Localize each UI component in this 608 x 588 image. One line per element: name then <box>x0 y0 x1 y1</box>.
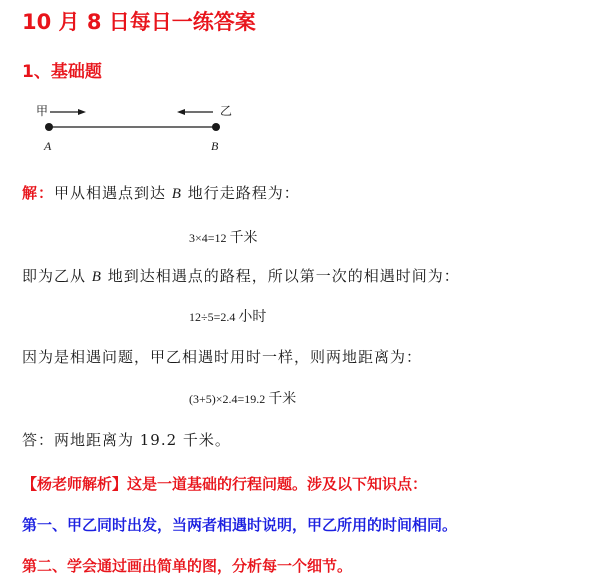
point-a-label: A <box>44 139 52 153</box>
teacher-note: 【杨老师解析】这是一道基础的行程问题。涉及以下知识点： <box>22 475 428 493</box>
knowledge-point-1: 第一、甲乙同时出发，当两者相遇时说明，甲乙所用的时间相同。 <box>22 516 458 534</box>
formula-time: 12÷5=2.4 小时 <box>189 310 267 325</box>
answer-line: 答：两地距离为 19.2 千米。 <box>22 431 231 449</box>
solution-line-3: 因为是相遇问题，甲乙相遇时用时一样，则两地距离为： <box>22 348 423 366</box>
left-arrowhead-icon <box>177 109 185 115</box>
right-arrowhead-icon <box>78 109 86 115</box>
solution-line-2: 即为乙从 B 地到达相遇点的路程，所以第一次的相遇时间为： <box>22 267 460 285</box>
walker-yi-label: 乙 <box>220 104 233 118</box>
point-a-dot <box>45 123 53 131</box>
knowledge-point-2: 第二、学会通过画出简单的图，分析每一个细节。 <box>22 557 353 575</box>
line-segment-diagram <box>30 98 250 158</box>
solution-label: 解： <box>22 184 55 202</box>
section-title: 1、基础题 <box>22 62 102 82</box>
solution-line-1: 解：甲从相遇点到达 B 地行走路程为： <box>22 184 300 202</box>
point-b-label: B <box>211 139 219 153</box>
point-b-dot <box>212 123 220 131</box>
formula-total-distance: (3+5)×2.4=19.2 千米 <box>189 392 297 407</box>
page-title: 10 月 8 日每日一练答案 <box>22 10 256 34</box>
walker-jia-label: 甲 <box>36 104 49 118</box>
formula-distance: 3×4=12 千米 <box>189 231 258 246</box>
